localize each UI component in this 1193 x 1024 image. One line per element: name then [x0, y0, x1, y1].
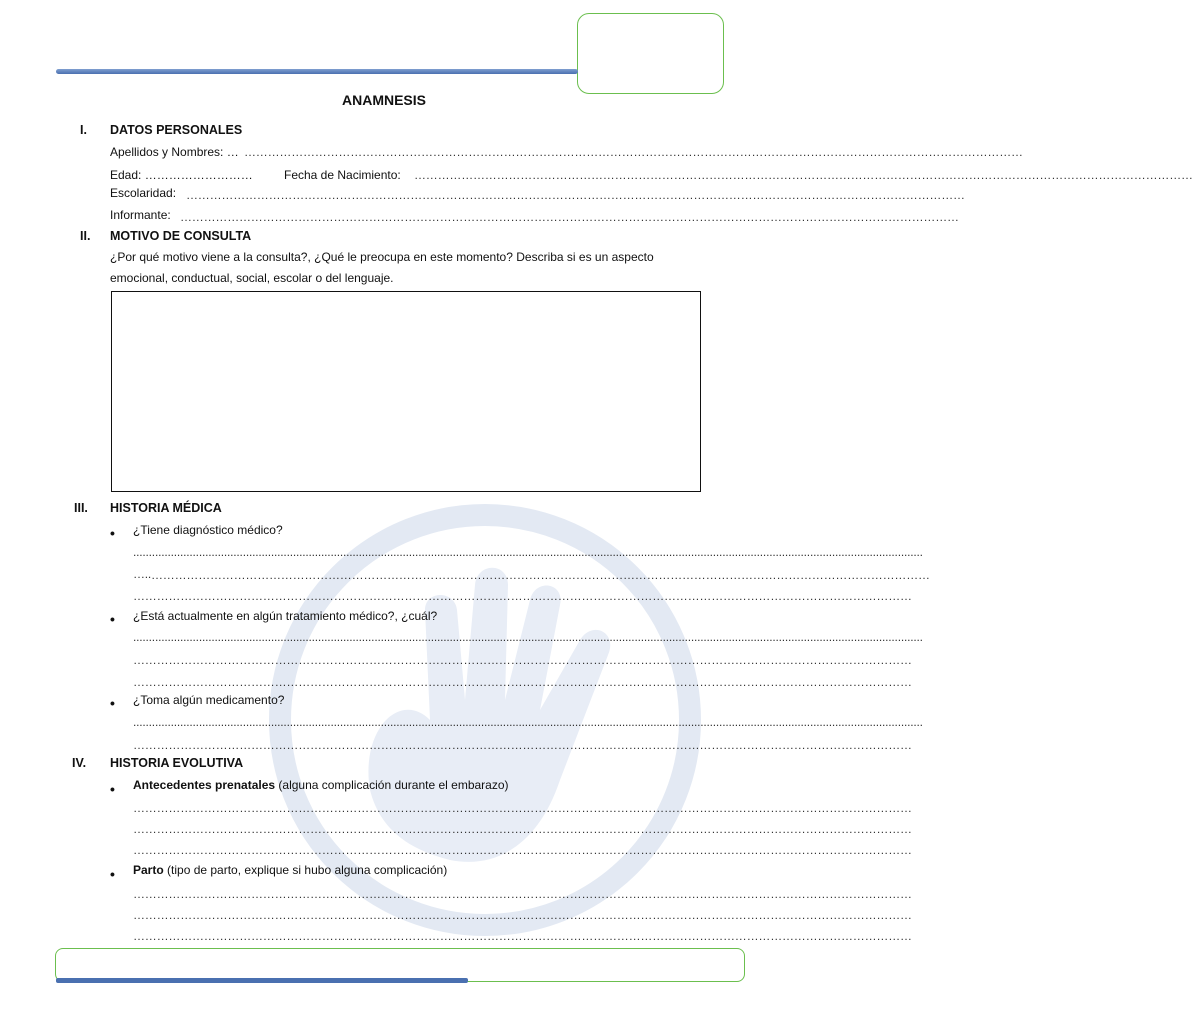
answer-line[interactable]: ……………………………………………………………………………………………………………………………………………………………………………… [133, 908, 912, 922]
answer-line[interactable]: ……………………………………………………………………………………………………………………………………………………………………………… [133, 801, 912, 815]
answer-line-start: ….. [133, 567, 152, 581]
answer-line[interactable]: ……………………………………………………………………………………………………………………………………………………………………………… [133, 887, 912, 901]
bullet: • [110, 781, 115, 797]
answer-line[interactable]: ……………………………………………………………………………………………………………………………………………………………………………… [151, 568, 930, 582]
edad-field[interactable]: Edad: ……………………… [110, 168, 253, 182]
escolaridad-label: Escolaridad: [110, 186, 177, 200]
bullet: • [110, 695, 115, 711]
informante-field[interactable]: ……………………………………………………………………………………………………………………………………………………………………………… [180, 210, 959, 224]
footer-rule [56, 978, 468, 983]
motivo-instructions: ¿Por qué motivo viene a la consulta?, ¿Qué le preocupa en este momento? Describa si es un aspecto emocional, conductual, social, escolar o del lenguaje. [110, 250, 654, 285]
escolaridad-field[interactable]: ……………………………………………………………………………………………………………………………………………………………………………… [186, 188, 965, 202]
bullet: • [110, 611, 115, 627]
motivo-answer-box[interactable] [111, 291, 701, 492]
question-rest: (alguna complicación durante el embarazo) [275, 778, 509, 792]
corner-box [577, 13, 724, 94]
question-medicamento: ¿Toma algún medicamento? [133, 693, 285, 707]
question-parto [133, 863, 447, 877]
answer-line[interactable]: ……………………………………………………………………………………………………………………………………………………………………………… [133, 653, 912, 667]
section-title: HISTORIA MÉDICA [110, 501, 222, 515]
footer-box [55, 948, 745, 982]
answer-line[interactable]: ……………………………………………………………………………………………………………………………………………………………………………… [133, 822, 912, 836]
question-prenatales [133, 778, 509, 792]
header-rule [56, 69, 578, 74]
answer-line[interactable]: ……………………………………………………………………………………………………………………………………………………………………………… [133, 675, 912, 689]
nombres-label: Apellidos y Nombres: … [110, 145, 239, 159]
question-tratamiento: ¿Está actualmente en algún tratamiento médico?, ¿cuál? [133, 609, 438, 623]
section-number: II. [80, 229, 91, 243]
question-bold: Parto [133, 863, 164, 877]
answer-line[interactable]: ............................................................................................................................................................................................................................................................ [133, 630, 923, 644]
question-bold: Antecedentes prenatales [133, 778, 276, 792]
bullet: • [110, 866, 115, 882]
answer-line[interactable]: ……………………………………………………………………………………………………………………………………………………………………………… [133, 843, 912, 857]
answer-line[interactable]: ……………………………………………………………………………………………………………………………………………………………………………… [133, 929, 912, 943]
section-title: HISTORIA EVOLUTIVA [110, 756, 244, 770]
fecha-field[interactable]: ……………………………………………………………………………………………………………………………………………………………………………… [414, 168, 1193, 182]
section-number: IV. [72, 756, 87, 770]
section-title: DATOS PERSONALES [110, 123, 243, 137]
answer-line[interactable]: ……………………………………………………………………………………………………………………………………………………………………………… [133, 738, 912, 752]
answer-line[interactable]: ............................................................................................................................................................................................................................................................ [133, 715, 923, 729]
section-title: MOTIVO DE CONSULTA [110, 229, 252, 243]
answer-line[interactable]: ............................................................................................................................................................................................................................................................ [133, 545, 923, 559]
answer-line[interactable]: ……………………………………………………………………………………………………………………………………………………………………………… [133, 589, 912, 603]
bullet: • [110, 525, 115, 541]
question-rest: (tipo de parto, explique si hubo alguna complicación) [163, 863, 448, 877]
section-number: I. [80, 123, 87, 137]
page-title: ANAMNESIS [341, 92, 426, 108]
nombres-field[interactable]: ……………………………………………………………………………………………………………………………………………………………………………… [244, 145, 1023, 159]
question-diagnostico: ¿Tiene diagnóstico médico? [133, 523, 283, 537]
section-number: III. [74, 501, 88, 515]
fecha-label: Fecha de Nacimiento: [284, 168, 401, 182]
informante-label: Informante: [110, 208, 171, 222]
